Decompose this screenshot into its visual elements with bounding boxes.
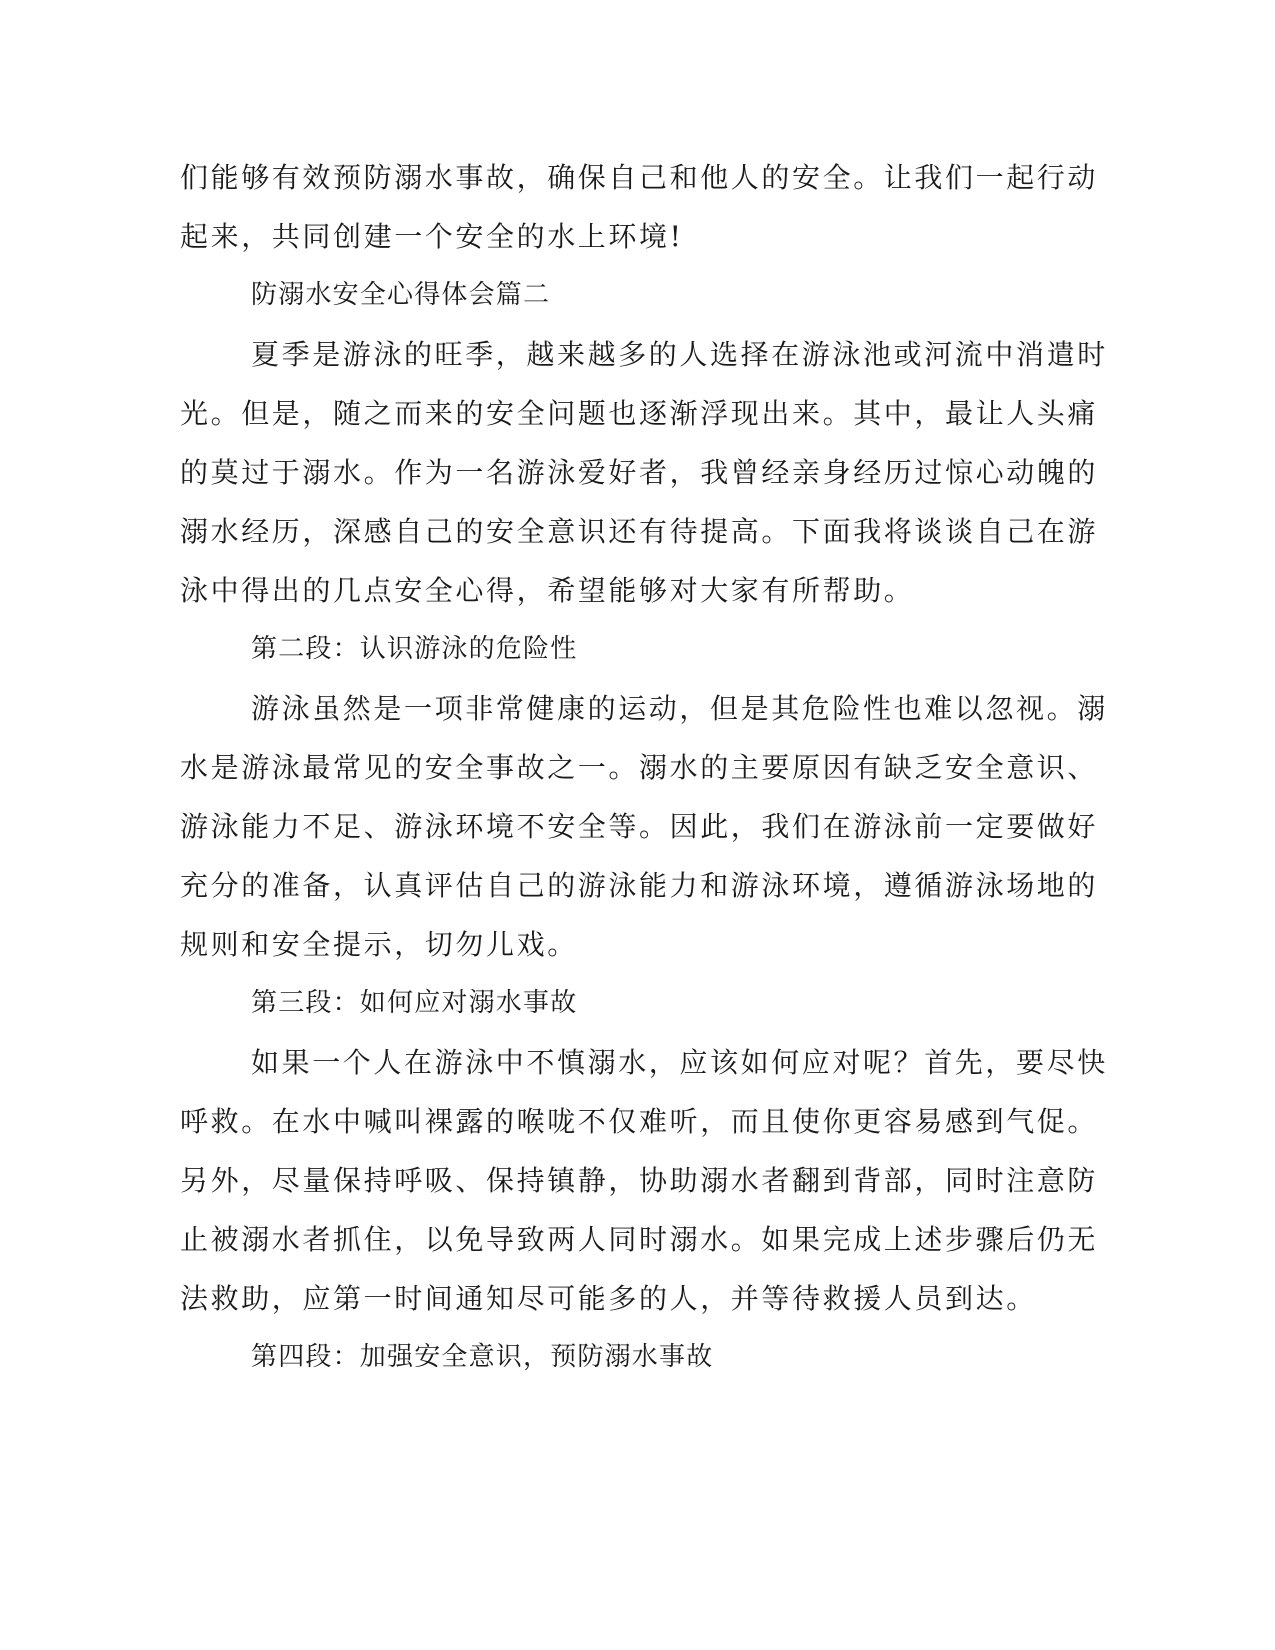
paragraph-line: 游泳能力不足、游泳环境不安全等。因此，我们在游泳前一定要做好: [180, 810, 1099, 843]
paragraph-line: 水是游泳最常见的安全事故之一。溺水的主要原因有缺乏安全意识、: [180, 751, 1099, 784]
paragraph-line: 如果一个人在游泳中不慎溺水，应该如何应对呢？首先，要尽快: [251, 1046, 1108, 1079]
paragraph-line: 止被溺水者抓住，以免导致两人同时溺水。如果完成上述步骤后仍无: [180, 1223, 1099, 1256]
paragraph-line: 夏季是游泳的旺季，越来越多的人选择在游泳池或河流中消遣时: [251, 338, 1108, 371]
section-heading: 第三段：如何应对溺水事故: [251, 988, 578, 1018]
paragraph-line: 的莫过于溺水。作为一名游泳爱好者，我曾经亲身经历过惊心动魄的: [180, 456, 1099, 489]
paragraph-line: 另外，尽量保持呼吸、保持镇静，协助溺水者翻到背部，同时注意防: [180, 1164, 1099, 1197]
paragraph-line: 们能够有效预防溺水事故，确保自己和他人的安全。让我们一起行动: [180, 161, 1099, 194]
paragraph-line: 光。但是，随之而来的安全问题也逐渐浮现出来。其中，最让人头痛: [180, 397, 1099, 430]
paragraph-line: 起来，共同创建一个安全的水上环境!: [180, 220, 684, 253]
paragraph-line: 呼救。在水中喊叫裸露的喉咙不仅难听，而且使你更容易感到气促。: [180, 1105, 1099, 1138]
paragraph-line: 充分的准备，认真评估自己的游泳能力和游泳环境，遵循游泳场地的: [180, 869, 1099, 902]
document-body: [180, 148, 1108, 1387]
paragraph-line: 法救助，应第一时间通知尽可能多的人，并等待救援人员到达。: [180, 1282, 1037, 1315]
section-heading: 第四段：加强安全意识，预防溺水事故: [251, 1342, 714, 1372]
paragraph-line: 溺水经历，深感自己的安全意识还有待提高。下面我将谈谈自己在游: [180, 515, 1099, 548]
paragraph-line: 泳中得出的几点安全心得，希望能够对大家有所帮助。: [180, 574, 915, 607]
paragraph-line: 游泳虽然是一项非常健康的运动，但是其危险性也难以忽视。溺: [251, 692, 1108, 725]
section-heading: 防溺水安全心得体会篇二: [251, 280, 551, 310]
section-heading: 第二段：认识游泳的危险性: [251, 634, 578, 664]
paragraph-line: 规则和安全提示，切勿儿戏。: [180, 928, 578, 961]
